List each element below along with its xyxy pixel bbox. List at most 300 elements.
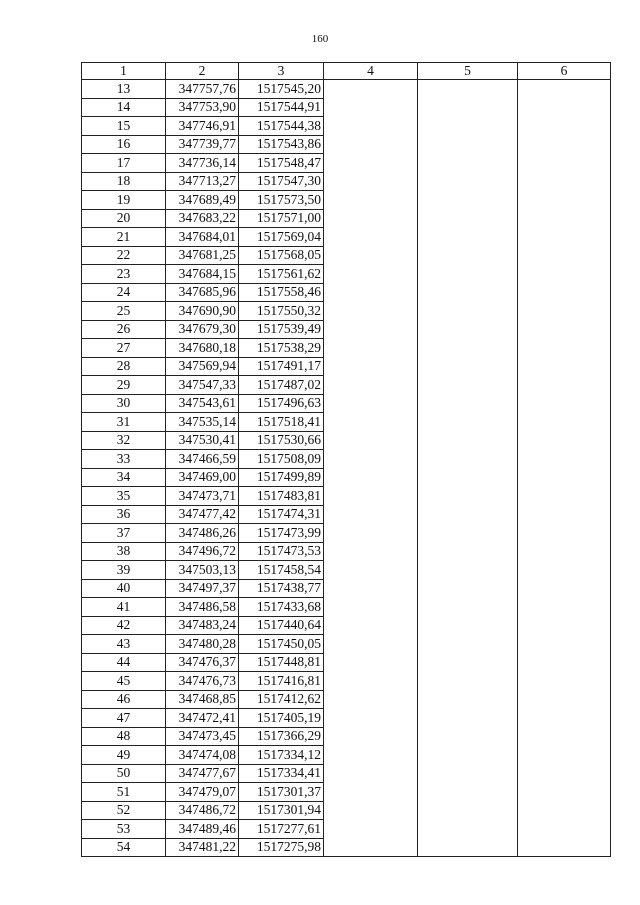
- y-coordinate-cell: 1517301,37: [239, 783, 324, 802]
- empty-cell: [518, 376, 611, 395]
- y-coordinate-cell: 1517544,91: [239, 98, 324, 117]
- table-row: [82, 209, 611, 228]
- empty-cell: [324, 616, 418, 635]
- empty-cell: [418, 431, 518, 450]
- y-coordinate-cell: 1517543,86: [239, 135, 324, 154]
- table-row: [82, 505, 611, 524]
- y-coordinate-cell: 1517275,98: [239, 838, 324, 857]
- empty-cell: [324, 598, 418, 617]
- empty-cell: [518, 746, 611, 765]
- empty-cell: [418, 690, 518, 709]
- y-coordinate-cell: 1517508,09: [239, 450, 324, 469]
- empty-cell: [324, 320, 418, 339]
- table-row: [82, 727, 611, 746]
- empty-cell: [324, 709, 418, 728]
- point-number-cell: 17: [82, 154, 166, 173]
- x-coordinate-cell: 347480,28: [166, 635, 239, 654]
- y-coordinate-cell: 1517487,02: [239, 376, 324, 395]
- page-number: 160: [311, 33, 329, 45]
- empty-cell: [418, 228, 518, 247]
- empty-cell: [418, 135, 518, 154]
- empty-cell: [324, 339, 418, 358]
- point-number-cell: 14: [82, 98, 166, 117]
- empty-cell: [518, 283, 611, 302]
- table-row: [82, 394, 611, 413]
- point-number-cell: 37: [82, 524, 166, 543]
- point-number-cell: 35: [82, 487, 166, 506]
- x-coordinate-cell: 347486,72: [166, 801, 239, 820]
- empty-cell: [518, 80, 611, 99]
- x-coordinate-cell: 347472,41: [166, 709, 239, 728]
- y-coordinate-cell: 1517571,00: [239, 209, 324, 228]
- empty-cell: [418, 653, 518, 672]
- x-coordinate-cell: 347679,30: [166, 320, 239, 339]
- empty-cell: [518, 690, 611, 709]
- empty-cell: [518, 154, 611, 173]
- y-coordinate-cell: 1517518,41: [239, 413, 324, 432]
- y-coordinate-cell: 1517538,29: [239, 339, 324, 358]
- empty-cell: [518, 635, 611, 654]
- point-number-cell: 15: [82, 117, 166, 136]
- x-coordinate-cell: 347713,27: [166, 172, 239, 191]
- point-number-cell: 41: [82, 598, 166, 617]
- empty-cell: [418, 191, 518, 210]
- y-coordinate-cell: 1517448,81: [239, 653, 324, 672]
- x-coordinate-cell: 347477,67: [166, 764, 239, 783]
- empty-cell: [418, 302, 518, 321]
- table-row: [82, 450, 611, 469]
- empty-cell: [324, 505, 418, 524]
- y-coordinate-cell: 1517547,30: [239, 172, 324, 191]
- point-number-cell: 39: [82, 561, 166, 580]
- table-row: [82, 135, 611, 154]
- x-coordinate-cell: 347468,85: [166, 690, 239, 709]
- table-row: [82, 246, 611, 265]
- x-coordinate-cell: 347469,00: [166, 468, 239, 487]
- empty-cell: [324, 746, 418, 765]
- point-number-cell: 27: [82, 339, 166, 358]
- x-coordinate-cell: 347496,72: [166, 542, 239, 561]
- point-number-cell: 28: [82, 357, 166, 376]
- empty-cell: [418, 413, 518, 432]
- empty-cell: [324, 727, 418, 746]
- empty-cell: [324, 172, 418, 191]
- table-row: [82, 487, 611, 506]
- empty-cell: [418, 357, 518, 376]
- empty-cell: [324, 228, 418, 247]
- table-row: [82, 339, 611, 358]
- empty-cell: [324, 820, 418, 839]
- table-body: [82, 80, 611, 857]
- x-coordinate-cell: 347466,59: [166, 450, 239, 469]
- point-number-cell: 46: [82, 690, 166, 709]
- table-row: [82, 616, 611, 635]
- empty-cell: [518, 783, 611, 802]
- y-coordinate-cell: 1517450,05: [239, 635, 324, 654]
- empty-cell: [518, 801, 611, 820]
- empty-cell: [518, 191, 611, 210]
- point-number-cell: 47: [82, 709, 166, 728]
- empty-cell: [324, 283, 418, 302]
- empty-cell: [324, 801, 418, 820]
- point-number-cell: 50: [82, 764, 166, 783]
- empty-cell: [324, 302, 418, 321]
- column-header-4: 4: [324, 63, 418, 80]
- empty-cell: [418, 487, 518, 506]
- point-number-cell: 51: [82, 783, 166, 802]
- point-number-cell: 44: [82, 653, 166, 672]
- point-number-cell: 18: [82, 172, 166, 191]
- empty-cell: [518, 505, 611, 524]
- empty-cell: [324, 542, 418, 561]
- table-row: [82, 820, 611, 839]
- point-number-cell: 45: [82, 672, 166, 691]
- empty-cell: [518, 98, 611, 117]
- point-number-cell: 21: [82, 228, 166, 247]
- empty-cell: [518, 838, 611, 857]
- point-number-cell: 32: [82, 431, 166, 450]
- empty-cell: [418, 450, 518, 469]
- empty-cell: [418, 117, 518, 136]
- table-row: [82, 154, 611, 173]
- y-coordinate-cell: 1517473,53: [239, 542, 324, 561]
- empty-cell: [324, 117, 418, 136]
- empty-cell: [418, 709, 518, 728]
- empty-cell: [324, 154, 418, 173]
- table-row: [82, 542, 611, 561]
- point-number-cell: 30: [82, 394, 166, 413]
- empty-cell: [518, 302, 611, 321]
- point-number-cell: 22: [82, 246, 166, 265]
- empty-cell: [324, 376, 418, 395]
- y-coordinate-cell: 1517366,29: [239, 727, 324, 746]
- empty-cell: [324, 80, 418, 99]
- point-number-cell: 34: [82, 468, 166, 487]
- empty-cell: [324, 246, 418, 265]
- y-coordinate-cell: 1517440,64: [239, 616, 324, 635]
- table-row: [82, 690, 611, 709]
- x-coordinate-cell: 347535,14: [166, 413, 239, 432]
- point-number-cell: 52: [82, 801, 166, 820]
- column-header-6: 6: [518, 63, 611, 80]
- point-number-cell: 36: [82, 505, 166, 524]
- empty-cell: [418, 783, 518, 802]
- empty-cell: [324, 653, 418, 672]
- empty-cell: [518, 320, 611, 339]
- empty-cell: [518, 228, 611, 247]
- empty-cell: [518, 672, 611, 691]
- x-coordinate-cell: 347474,08: [166, 746, 239, 765]
- empty-cell: [418, 376, 518, 395]
- point-number-cell: 20: [82, 209, 166, 228]
- x-coordinate-cell: 347543,61: [166, 394, 239, 413]
- x-coordinate-cell: 347479,07: [166, 783, 239, 802]
- point-number-cell: 26: [82, 320, 166, 339]
- table-row: [82, 376, 611, 395]
- empty-cell: [518, 172, 611, 191]
- empty-cell: [418, 154, 518, 173]
- empty-cell: [324, 98, 418, 117]
- table-row: [82, 746, 611, 765]
- empty-cell: [418, 820, 518, 839]
- y-coordinate-cell: 1517277,61: [239, 820, 324, 839]
- point-number-cell: 13: [82, 80, 166, 99]
- empty-cell: [518, 209, 611, 228]
- table-row: [82, 413, 611, 432]
- empty-cell: [418, 265, 518, 284]
- x-coordinate-cell: 347739,77: [166, 135, 239, 154]
- table-row: [82, 302, 611, 321]
- empty-cell: [418, 672, 518, 691]
- x-coordinate-cell: 347685,96: [166, 283, 239, 302]
- y-coordinate-cell: 1517573,50: [239, 191, 324, 210]
- empty-cell: [324, 524, 418, 543]
- y-coordinate-cell: 1517539,49: [239, 320, 324, 339]
- point-number-cell: 40: [82, 579, 166, 598]
- y-coordinate-cell: 1517474,31: [239, 505, 324, 524]
- table-row: [82, 283, 611, 302]
- table-row: [82, 561, 611, 580]
- y-coordinate-cell: 1517458,54: [239, 561, 324, 580]
- empty-cell: [324, 672, 418, 691]
- point-number-cell: 31: [82, 413, 166, 432]
- y-coordinate-cell: 1517412,62: [239, 690, 324, 709]
- y-coordinate-cell: 1517496,63: [239, 394, 324, 413]
- empty-cell: [518, 598, 611, 617]
- empty-cell: [518, 579, 611, 598]
- empty-cell: [324, 394, 418, 413]
- y-coordinate-cell: 1517438,77: [239, 579, 324, 598]
- x-coordinate-cell: 347497,37: [166, 579, 239, 598]
- y-coordinate-cell: 1517568,05: [239, 246, 324, 265]
- table-row: [82, 653, 611, 672]
- point-number-cell: 49: [82, 746, 166, 765]
- empty-cell: [324, 838, 418, 857]
- point-number-cell: 19: [82, 191, 166, 210]
- empty-cell: [518, 487, 611, 506]
- empty-cell: [324, 191, 418, 210]
- column-header-1: 1: [82, 63, 166, 80]
- empty-cell: [518, 413, 611, 432]
- table-row: [82, 672, 611, 691]
- point-number-cell: 42: [82, 616, 166, 635]
- empty-cell: [418, 246, 518, 265]
- x-coordinate-cell: 347486,58: [166, 598, 239, 617]
- point-number-cell: 33: [82, 450, 166, 469]
- x-coordinate-cell: 347473,45: [166, 727, 239, 746]
- empty-cell: [418, 320, 518, 339]
- y-coordinate-cell: 1517544,38: [239, 117, 324, 136]
- point-number-cell: 53: [82, 820, 166, 839]
- table-row: [82, 357, 611, 376]
- empty-cell: [418, 542, 518, 561]
- table-row: [82, 228, 611, 247]
- empty-cell: [518, 727, 611, 746]
- table-row: [82, 579, 611, 598]
- empty-cell: [418, 838, 518, 857]
- x-coordinate-cell: 347736,14: [166, 154, 239, 173]
- empty-cell: [518, 468, 611, 487]
- empty-cell: [324, 431, 418, 450]
- empty-cell: [324, 690, 418, 709]
- x-coordinate-cell: 347477,42: [166, 505, 239, 524]
- x-coordinate-cell: 347530,41: [166, 431, 239, 450]
- empty-cell: [518, 820, 611, 839]
- empty-cell: [518, 246, 611, 265]
- coordinates-table: [81, 62, 611, 857]
- x-coordinate-cell: 347753,90: [166, 98, 239, 117]
- empty-cell: [324, 635, 418, 654]
- point-number-cell: 43: [82, 635, 166, 654]
- empty-cell: [418, 764, 518, 783]
- empty-cell: [418, 579, 518, 598]
- table-row: [82, 117, 611, 136]
- y-coordinate-cell: 1517569,04: [239, 228, 324, 247]
- empty-cell: [418, 283, 518, 302]
- point-number-cell: 23: [82, 265, 166, 284]
- column-header-5: 5: [418, 63, 518, 80]
- x-coordinate-cell: 347486,26: [166, 524, 239, 543]
- y-coordinate-cell: 1517405,19: [239, 709, 324, 728]
- table-row: [82, 172, 611, 191]
- empty-cell: [518, 764, 611, 783]
- point-number-cell: 25: [82, 302, 166, 321]
- empty-cell: [324, 135, 418, 154]
- empty-cell: [324, 487, 418, 506]
- empty-cell: [518, 431, 611, 450]
- table-row: [82, 524, 611, 543]
- column-header-2: 2: [166, 63, 239, 80]
- empty-cell: [518, 653, 611, 672]
- y-coordinate-cell: 1517473,99: [239, 524, 324, 543]
- empty-cell: [418, 598, 518, 617]
- empty-cell: [324, 357, 418, 376]
- y-coordinate-cell: 1517545,20: [239, 80, 324, 99]
- table-row: [82, 468, 611, 487]
- x-coordinate-cell: 347481,22: [166, 838, 239, 857]
- x-coordinate-cell: 347690,90: [166, 302, 239, 321]
- table-row: [82, 320, 611, 339]
- x-coordinate-cell: 347683,22: [166, 209, 239, 228]
- empty-cell: [518, 616, 611, 635]
- y-coordinate-cell: 1517334,12: [239, 746, 324, 765]
- empty-cell: [324, 468, 418, 487]
- empty-cell: [324, 561, 418, 580]
- empty-cell: [518, 450, 611, 469]
- y-coordinate-cell: 1517530,66: [239, 431, 324, 450]
- x-coordinate-cell: 347503,13: [166, 561, 239, 580]
- empty-cell: [418, 727, 518, 746]
- empty-cell: [418, 98, 518, 117]
- x-coordinate-cell: 347547,33: [166, 376, 239, 395]
- x-coordinate-cell: 347473,71: [166, 487, 239, 506]
- empty-cell: [418, 524, 518, 543]
- table-row: [82, 598, 611, 617]
- empty-cell: [324, 579, 418, 598]
- y-coordinate-cell: 1517416,81: [239, 672, 324, 691]
- y-coordinate-cell: 1517483,81: [239, 487, 324, 506]
- x-coordinate-cell: 347746,91: [166, 117, 239, 136]
- empty-cell: [518, 265, 611, 284]
- y-coordinate-cell: 1517558,46: [239, 283, 324, 302]
- empty-cell: [418, 209, 518, 228]
- point-number-cell: 48: [82, 727, 166, 746]
- empty-cell: [518, 135, 611, 154]
- x-coordinate-cell: 347689,49: [166, 191, 239, 210]
- empty-cell: [418, 616, 518, 635]
- empty-cell: [418, 80, 518, 99]
- empty-cell: [418, 394, 518, 413]
- empty-cell: [324, 764, 418, 783]
- x-coordinate-cell: 347757,76: [166, 80, 239, 99]
- empty-cell: [518, 709, 611, 728]
- table-row: [82, 265, 611, 284]
- empty-cell: [518, 339, 611, 358]
- x-coordinate-cell: 347680,18: [166, 339, 239, 358]
- empty-cell: [518, 561, 611, 580]
- x-coordinate-cell: 347476,73: [166, 672, 239, 691]
- x-coordinate-cell: 347483,24: [166, 616, 239, 635]
- empty-cell: [418, 635, 518, 654]
- y-coordinate-cell: 1517334,41: [239, 764, 324, 783]
- y-coordinate-cell: 1517499,89: [239, 468, 324, 487]
- empty-cell: [324, 450, 418, 469]
- empty-cell: [418, 561, 518, 580]
- x-coordinate-cell: 347684,15: [166, 265, 239, 284]
- empty-cell: [324, 209, 418, 228]
- table-row: [82, 191, 611, 210]
- column-header-3: 3: [239, 63, 324, 80]
- x-coordinate-cell: 347476,37: [166, 653, 239, 672]
- y-coordinate-cell: 1517491,17: [239, 357, 324, 376]
- point-number-cell: 54: [82, 838, 166, 857]
- empty-cell: [518, 542, 611, 561]
- empty-cell: [324, 413, 418, 432]
- table-row: [82, 783, 611, 802]
- y-coordinate-cell: 1517301,94: [239, 801, 324, 820]
- point-number-cell: 38: [82, 542, 166, 561]
- y-coordinate-cell: 1517548,47: [239, 154, 324, 173]
- y-coordinate-cell: 1517561,62: [239, 265, 324, 284]
- empty-cell: [418, 746, 518, 765]
- empty-cell: [324, 783, 418, 802]
- table-row: [82, 801, 611, 820]
- empty-cell: [418, 505, 518, 524]
- point-number-cell: 16: [82, 135, 166, 154]
- x-coordinate-cell: 347489,46: [166, 820, 239, 839]
- y-coordinate-cell: 1517433,68: [239, 598, 324, 617]
- y-coordinate-cell: 1517550,32: [239, 302, 324, 321]
- table-row: [82, 709, 611, 728]
- empty-cell: [418, 339, 518, 358]
- empty-cell: [418, 172, 518, 191]
- empty-cell: [518, 394, 611, 413]
- empty-cell: [418, 468, 518, 487]
- x-coordinate-cell: 347569,94: [166, 357, 239, 376]
- table-row: [82, 80, 611, 99]
- x-coordinate-cell: 347681,25: [166, 246, 239, 265]
- table-row: [82, 98, 611, 117]
- table-row: [82, 431, 611, 450]
- empty-cell: [518, 524, 611, 543]
- x-coordinate-cell: 347684,01: [166, 228, 239, 247]
- table-row: [82, 838, 611, 857]
- empty-cell: [324, 265, 418, 284]
- table-row: [82, 764, 611, 783]
- table-row: [82, 635, 611, 654]
- point-number-cell: 24: [82, 283, 166, 302]
- point-number-cell: 29: [82, 376, 166, 395]
